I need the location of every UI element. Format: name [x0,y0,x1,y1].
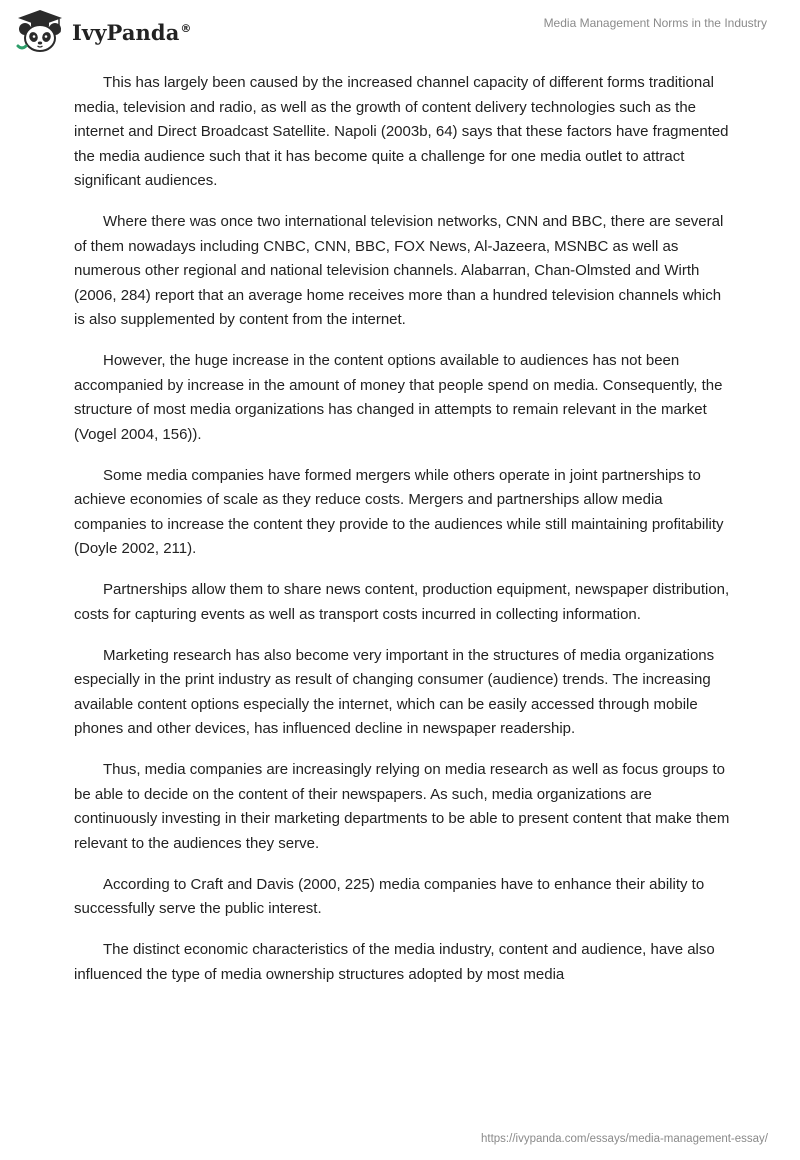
brand-logo[interactable] [14,8,192,54]
brand-name: IvyPanda® [72,19,192,45]
paragraph: Marketing research has also become very important in the structures of media organizations especially in the print industry as result of changing consumer (audience) trends. The increasing available content options especially the internet, which can be easily accessed through mobile phones and other devices, has influenced decline in newspaper readership. [74,646,715,737]
panda-graduate-icon [14,8,66,54]
paragraph: This has largely been caused by the increased channel capacity of different forms traditional media, television and radio, as well as the growth of content delivery technologies such as the internet and Direct Broadcast Satellite. Napoli (2003b, 64) says that these factors have fragmented the media audience such that it has become quite a challenge for one media outlet to attract significant audiences. [74,74,729,189]
paragraph: However, the huge increase in the content options available to audiences has not been accompanied by increase in the amount of money that people spend on media. Consequently, the structure of most media organizations has changed in attempts to remain relevant in the market (Vogel 2004, 156)). [74,352,723,443]
source-url-link[interactable]: https://ivypanda.com/essays/media-management-essay/ [481,1133,768,1145]
paragraph: Where there was once two international television networks, CNN and BBC, there are several of them nowadays including CNBC, CNN, BBC, FOX News, Al-Jazeera, MSNBC as well as numerous other regional and national television channels. Alabarran, Chan-Olmsted and Wirth (2006, 284) report that an average home receives more than a hundred television channels which is also supplemented by content from the internet. [74,213,724,328]
paragraph: Partnerships allow them to share news content, production equipment, newspaper distribution, costs for capturing events as well as transport costs incurred in collecting information. [74,581,730,623]
paragraph: The distinct economic characteristics of the media industry, content and audience, have also influenced the type of media ownership structures adopted by most media [74,941,715,983]
essay-body [74,71,730,1004]
page-header [0,0,800,64]
paragraph: Some media companies have formed mergers while others operate in joint partnerships to achieve economies of scale as they reduce costs. Mergers and partnerships allow media companies to increase the content they provide to the audiences while still maintaining profitability (Doyle 2002, 211). [74,466,724,557]
document-title: Media Management Norms in the Industry [543,16,767,30]
registered-mark: ® [180,21,192,35]
paragraph: According to Craft and Davis (2000, 225) media companies have to enhance their ability to successfully serve the public interest. [74,875,705,917]
paragraph: Thus, media companies are increasingly relying on media research as well as focus groups to be able to decide on the content of their newspapers. As such, media organizations are continuously investing in their marketing departments to be able to present content that make them relevant to the audiences they serve. [74,761,730,852]
